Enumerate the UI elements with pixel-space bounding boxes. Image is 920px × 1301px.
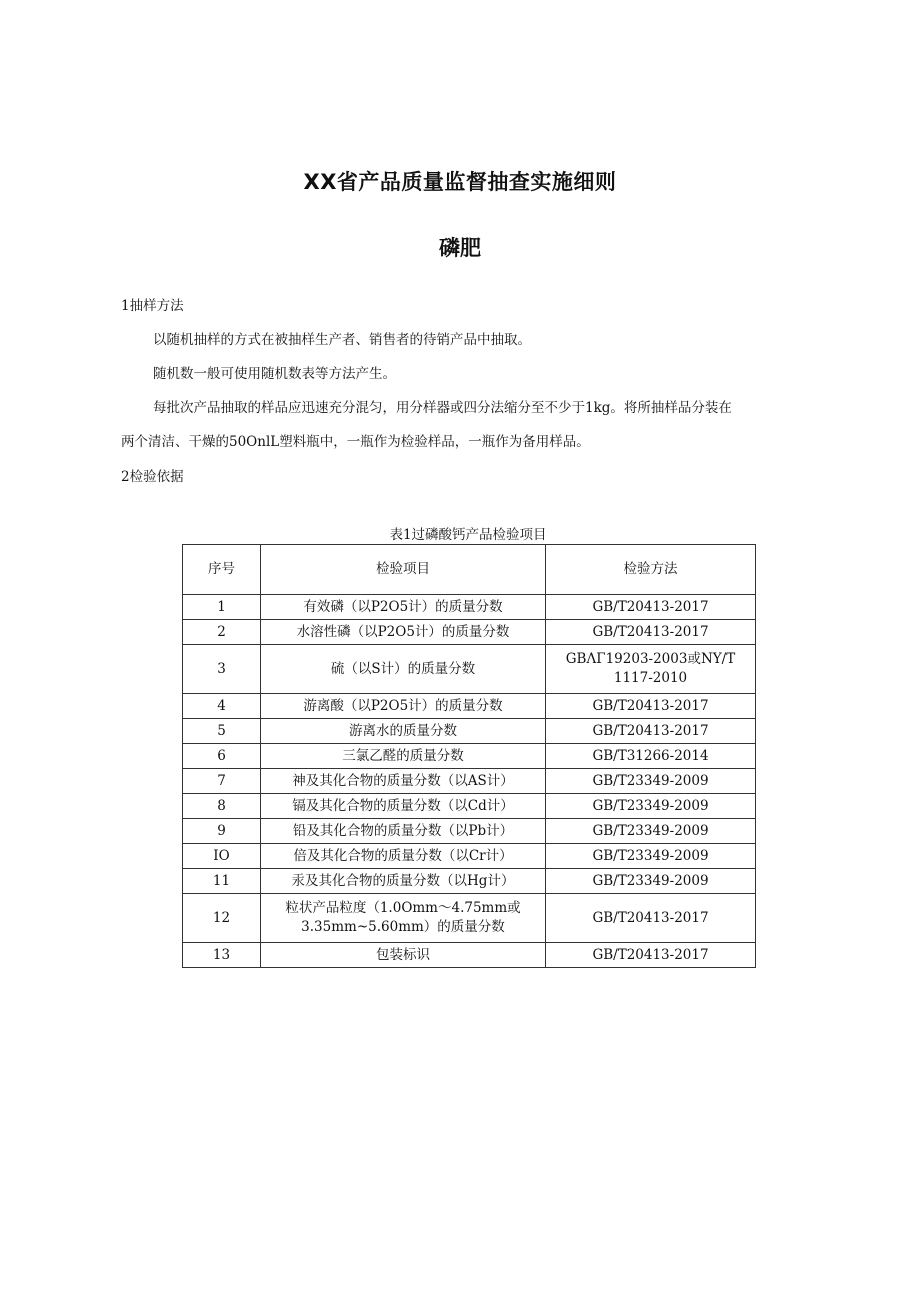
row-no: 8 (183, 794, 261, 819)
row-method: GB/T23349-2009 (546, 794, 756, 819)
row-no: 3 (183, 645, 261, 694)
row-item: 倍及其化合物的质量分数（以Cr计） (261, 844, 546, 869)
row-item-line-1: 粒状产品粒度（1.0Omm～4.75mm或 (285, 900, 521, 916)
table-row (183, 794, 756, 819)
row-no: 13 (183, 943, 261, 968)
row-no: 5 (183, 719, 261, 744)
row-item: 神及其化合物的质量分数（以AS计） (261, 769, 546, 794)
row-no: 2 (183, 620, 261, 645)
row-item: 三氯乙醛的质量分数 (261, 744, 546, 769)
table-row (183, 819, 756, 844)
row-no: 1 (183, 595, 261, 620)
row-method: GB/T20413-2017 (546, 694, 756, 719)
document-title: XX省产品质量监督抽查实施细则 (303, 170, 617, 194)
row-item: 镉及其化合物的质量分数（以Cd计） (261, 794, 546, 819)
row-method-line-1: GBΛΓ19203-2003或NY/T (565, 651, 736, 667)
row-item: 有效磷（以P2O5计）的质量分数 (261, 595, 546, 620)
table-row (183, 620, 756, 645)
row-method: GB/T23349-2009 (546, 819, 756, 844)
table-row (183, 943, 756, 968)
row-item: 铅及其化合物的质量分数（以Pb计） (261, 819, 546, 844)
section-1-paragraph-2: 随机数一般可使用随机数表等方法产生。 (153, 366, 396, 382)
row-item: 包装标识 (261, 943, 546, 968)
row-method: GB/T23349-2009 (546, 769, 756, 794)
row-item: 游离酸（以P2O5计）的质量分数 (261, 694, 546, 719)
row-method: GB/T23349-2009 (546, 844, 756, 869)
row-item (261, 894, 546, 943)
table-row (183, 869, 756, 894)
table-row (183, 894, 756, 943)
row-item: 水溶性磷（以P2O5计）的质量分数 (261, 620, 546, 645)
section-2-heading: 2检验依据 (121, 469, 184, 485)
row-no: IO (183, 844, 261, 869)
row-method: GB/T20413-2017 (546, 595, 756, 620)
row-item: 游离水的质量分数 (261, 719, 546, 744)
row-method: GB/T23349-2009 (546, 869, 756, 894)
row-no: 12 (183, 894, 261, 943)
table-row (183, 645, 756, 694)
table-row (183, 769, 756, 794)
document-subtitle: 磷肥 (439, 236, 481, 260)
row-no: 9 (183, 819, 261, 844)
table-header-row (183, 545, 756, 595)
table-row (183, 744, 756, 769)
row-method: GB/T20413-2017 (546, 620, 756, 645)
row-item-line-2: 3.35mm~5.60mm）的质量分数 (301, 919, 505, 935)
row-item: 汞及其化合物的质量分数（以Hg计） (261, 869, 546, 894)
table-caption: 表1过磷酸钙产品检验项目 (389, 527, 547, 543)
row-item: 硫（以S计）的质量分数 (261, 645, 546, 694)
header-item: 检验项目 (261, 545, 546, 595)
header-no: 序号 (183, 545, 261, 595)
section-1-paragraph-1: 以随机抽样的方式在被抽样生产者、销售者的待销产品中抽取。 (153, 332, 531, 348)
row-method: GB/T20413-2017 (546, 894, 756, 943)
table-row (183, 595, 756, 620)
row-method: GB/T20413-2017 (546, 719, 756, 744)
table-row (183, 694, 756, 719)
row-method (546, 645, 756, 694)
row-method-line-2: 1117-2010 (613, 670, 688, 686)
table-row (183, 844, 756, 869)
row-method: GB/T20413-2017 (546, 943, 756, 968)
inspection-items-table (182, 544, 756, 968)
row-no: 6 (183, 744, 261, 769)
row-no: 4 (183, 694, 261, 719)
header-method: 检验方法 (546, 545, 756, 595)
table-row (183, 719, 756, 744)
section-1-paragraph-3-line-2: 两个清洁、干燥的50OnlL塑料瓶中，一瓶作为检验样品，一瓶作为备用样品。 (121, 434, 590, 450)
row-no: 7 (183, 769, 261, 794)
section-1-heading: 1抽样方法 (121, 298, 184, 314)
section-1-paragraph-3-line-1: 每批次产品抽取的样品应迅速充分混匀，用分样器或四分法缩分至不少于1kg。将所抽样品分装在 (153, 400, 732, 416)
row-method: GB/T31266-2014 (546, 744, 756, 769)
row-no: 11 (183, 869, 261, 894)
